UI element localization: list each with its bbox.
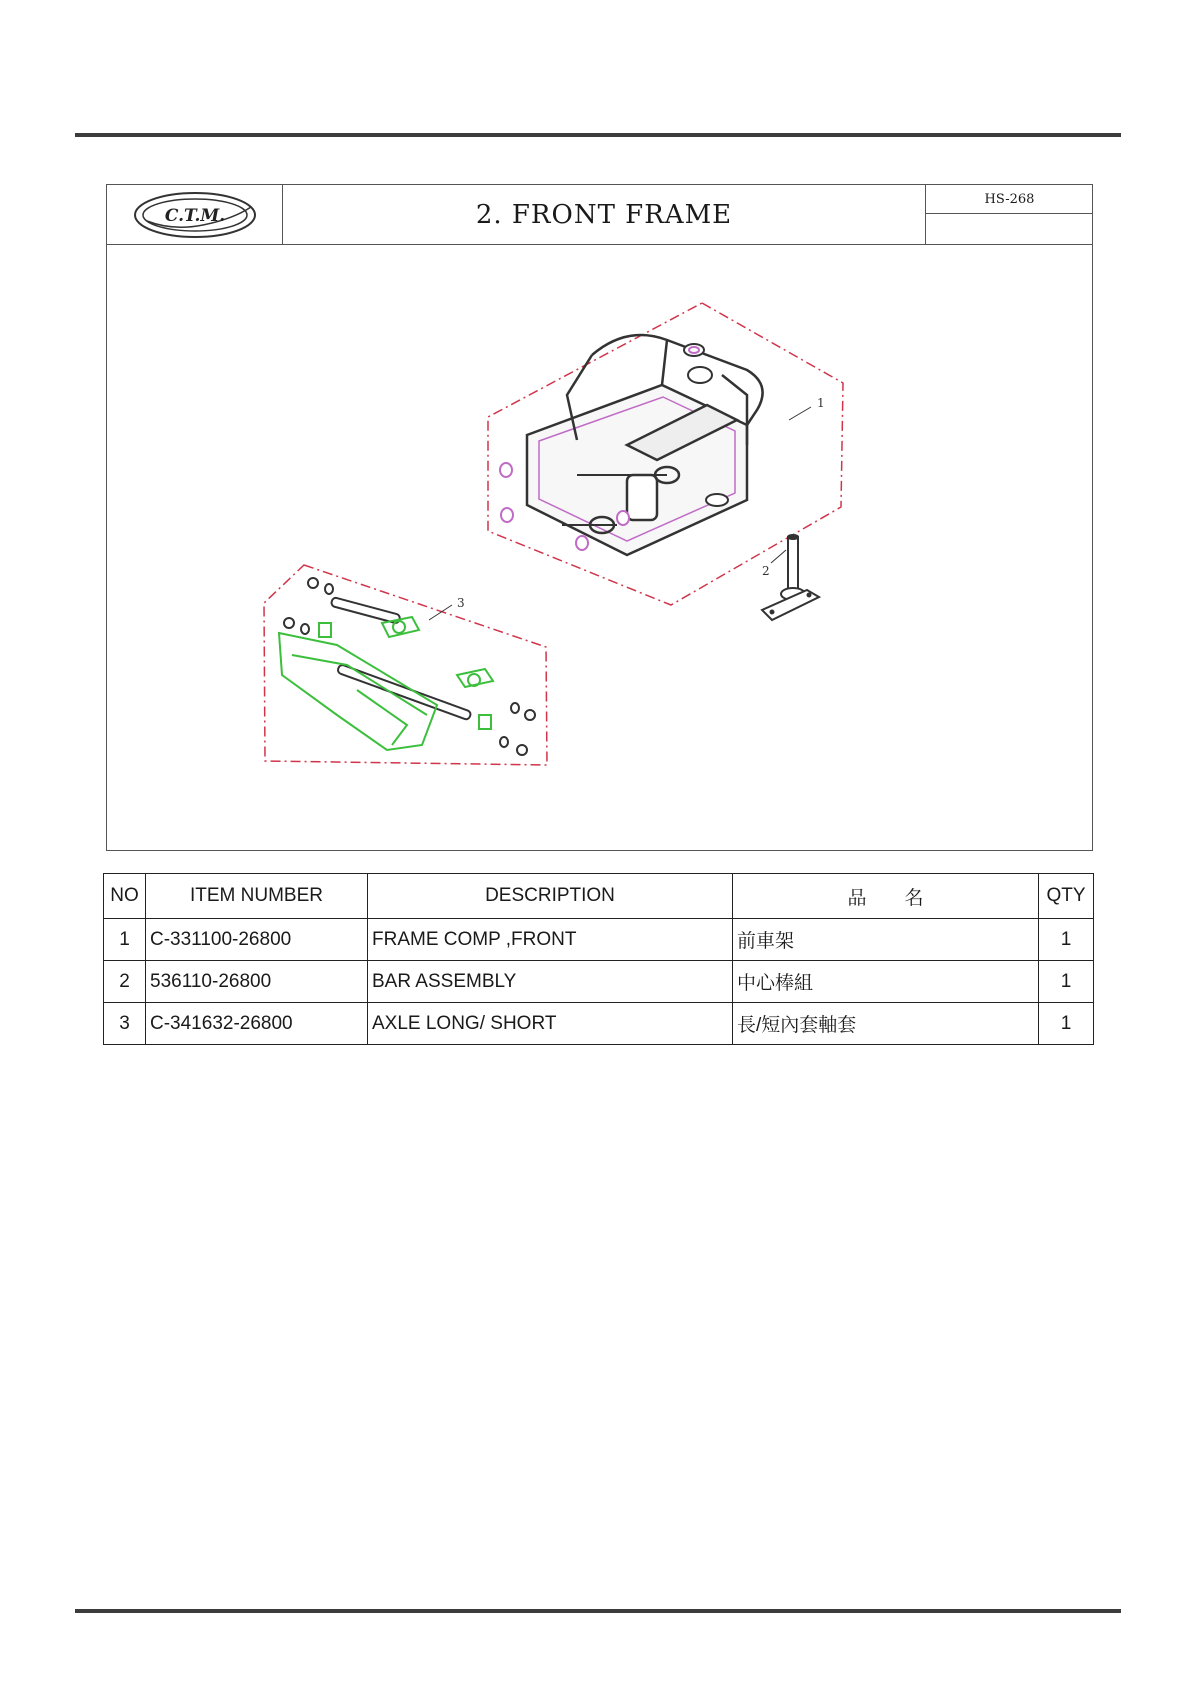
cell-description: BAR ASSEMBLY xyxy=(368,961,733,1003)
cell-qty: 1 xyxy=(1039,961,1094,1003)
table-row xyxy=(104,919,1094,961)
model-code: HS-268 xyxy=(926,185,1093,214)
drawing-frame xyxy=(106,184,1093,851)
parts-table xyxy=(103,873,1094,1045)
logo-text: C.T.M. xyxy=(164,206,226,226)
callout-3: 3 xyxy=(457,596,465,610)
bottom-rule xyxy=(75,1609,1121,1613)
table-row xyxy=(104,1003,1094,1045)
front-frame-part xyxy=(527,335,763,555)
col-header-qty: QTY xyxy=(1039,874,1094,919)
cell-no: 2 xyxy=(104,961,146,1003)
axle-part xyxy=(284,578,535,755)
cell-chinese-name: 長/短內套軸套 xyxy=(733,1003,1039,1045)
top-rule xyxy=(75,133,1121,137)
cell-no: 3 xyxy=(104,1003,146,1045)
col-header-description: DESCRIPTION xyxy=(368,874,733,919)
title-cell xyxy=(283,185,926,245)
cell-chinese-name: 前車架 xyxy=(733,919,1039,961)
col-header-item-number: ITEM NUMBER xyxy=(146,874,368,919)
col-header-chinese-name: 品 名 xyxy=(733,874,1039,919)
title-block xyxy=(107,185,1092,245)
page-title: 2. FRONT FRAME xyxy=(475,200,733,230)
cell-qty: 1 xyxy=(1039,919,1094,961)
callout-1: 1 xyxy=(817,396,825,410)
cell-item-number: 536110-26800 xyxy=(146,961,368,1003)
cell-description: AXLE LONG/ SHORT xyxy=(368,1003,733,1045)
logo-cell xyxy=(107,185,283,245)
cell-description: FRAME COMP ,FRONT xyxy=(368,919,733,961)
callout-2: 2 xyxy=(762,564,770,578)
cell-item-number: C-341632-26800 xyxy=(146,1003,368,1045)
exploded-diagram xyxy=(107,245,1091,849)
ctm-logo xyxy=(133,191,257,239)
table-row xyxy=(104,961,1094,1003)
axle-group-boundary xyxy=(264,565,547,765)
table-header-row xyxy=(104,874,1094,919)
cell-no: 1 xyxy=(104,919,146,961)
cell-chinese-name: 中心棒組 xyxy=(733,961,1039,1003)
cell-qty: 1 xyxy=(1039,1003,1094,1045)
model-cell xyxy=(926,185,1093,245)
cell-item-number: C-331100-26800 xyxy=(146,919,368,961)
col-header-no: NO xyxy=(104,874,146,919)
